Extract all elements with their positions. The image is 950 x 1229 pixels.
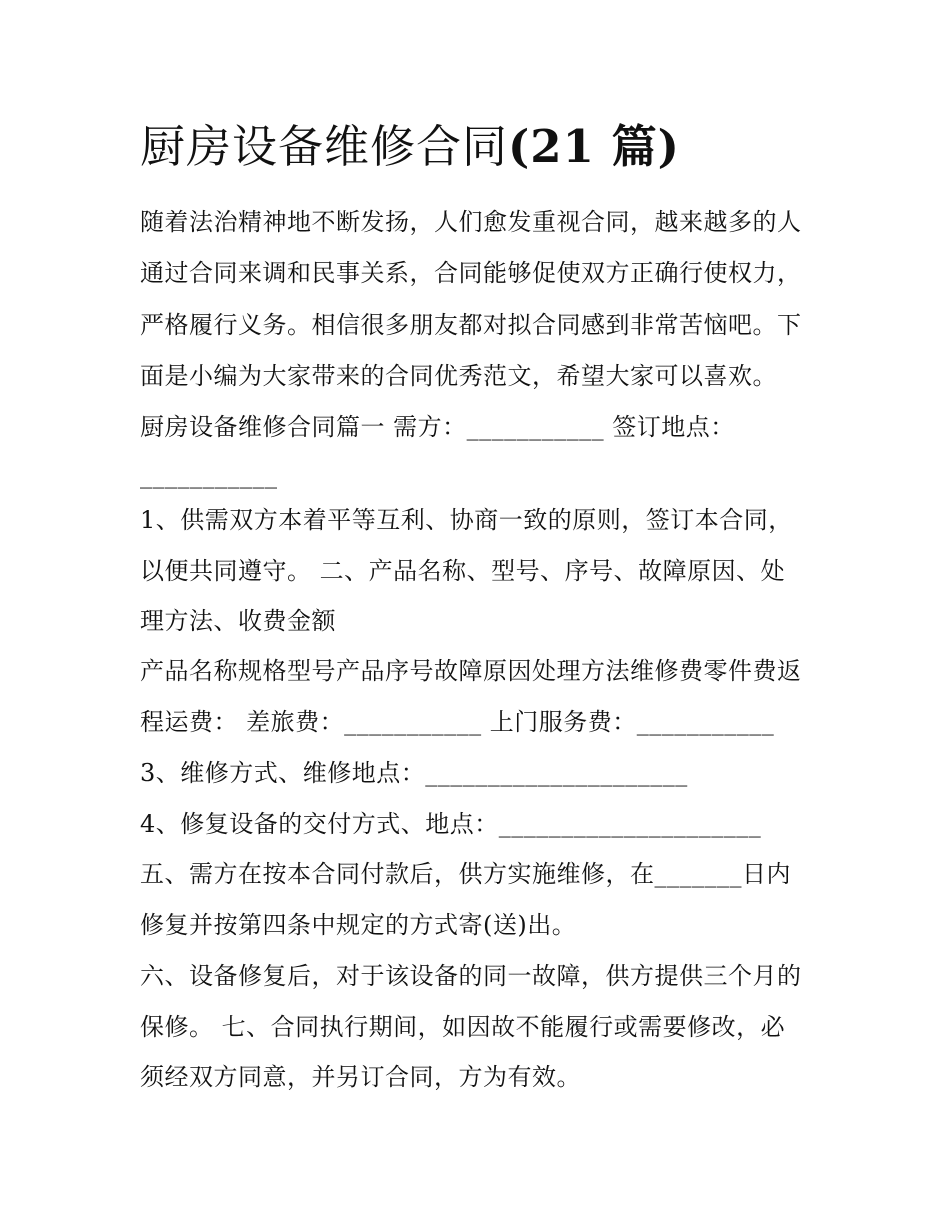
title-text: 厨房设备维修合同 (140, 120, 509, 173)
paragraph-line: 理方法、收费金额 (140, 607, 336, 635)
paragraph-line: 产品名称规格型号产品序号故障原因处理方法维修费零件费返 (140, 657, 802, 685)
paragraph-line: 严格履行义务。相信很多朋友都对拟合同感到非常苦恼吧。下 (140, 311, 802, 339)
paragraph-line: 随着法治精神地不断发扬，人们愈发重视合同，越来越多的人 (140, 208, 802, 236)
paragraph-line: 六、设备修复后，对于该设备的同一故障，供方提供三个月的 (140, 962, 802, 990)
paragraph-line: 面是小编为大家带来的合同优秀范文，希望大家可以喜欢。 (140, 362, 777, 390)
paragraph-line: 程运费： 差旅费：___________ 上门服务费：___________ (140, 708, 775, 736)
paragraph-line: 修复并按第四条中规定的方式寄(送)出。 (140, 911, 577, 939)
paragraph-line: 保修。 七、合同执行期间，如因故不能履行或需要修改，必 (140, 1013, 786, 1041)
paragraph-line: 厨房设备维修合同篇一 需方：___________ 签订地点： (140, 413, 735, 441)
title-count: (21 篇) (508, 120, 680, 173)
paragraph-line: 须经双方同意，并另订合同，方为有效。 (140, 1063, 581, 1091)
paragraph-line: 4、修复设备的交付方式、地点：_____________________ (140, 810, 762, 838)
paragraph-line: 3、维修方式、维修地点：_____________________ (140, 759, 688, 787)
paragraph-line: 五、需方在按本合同付款后，供方实施维修，在_______日内 (140, 860, 791, 888)
paragraph-line: ___________ (140, 461, 278, 489)
document-title (140, 112, 680, 182)
paragraph-line: 通过合同来调和民事关系，合同能够促使双方正确行使权力， (140, 259, 802, 287)
paragraph-line: 1、供需双方本着平等互利、协商一致的原则，签订本合同， (140, 506, 793, 534)
paragraph-line: 以便共同遵守。 二、产品名称、型号、序号、故障原因、处 (140, 557, 786, 585)
